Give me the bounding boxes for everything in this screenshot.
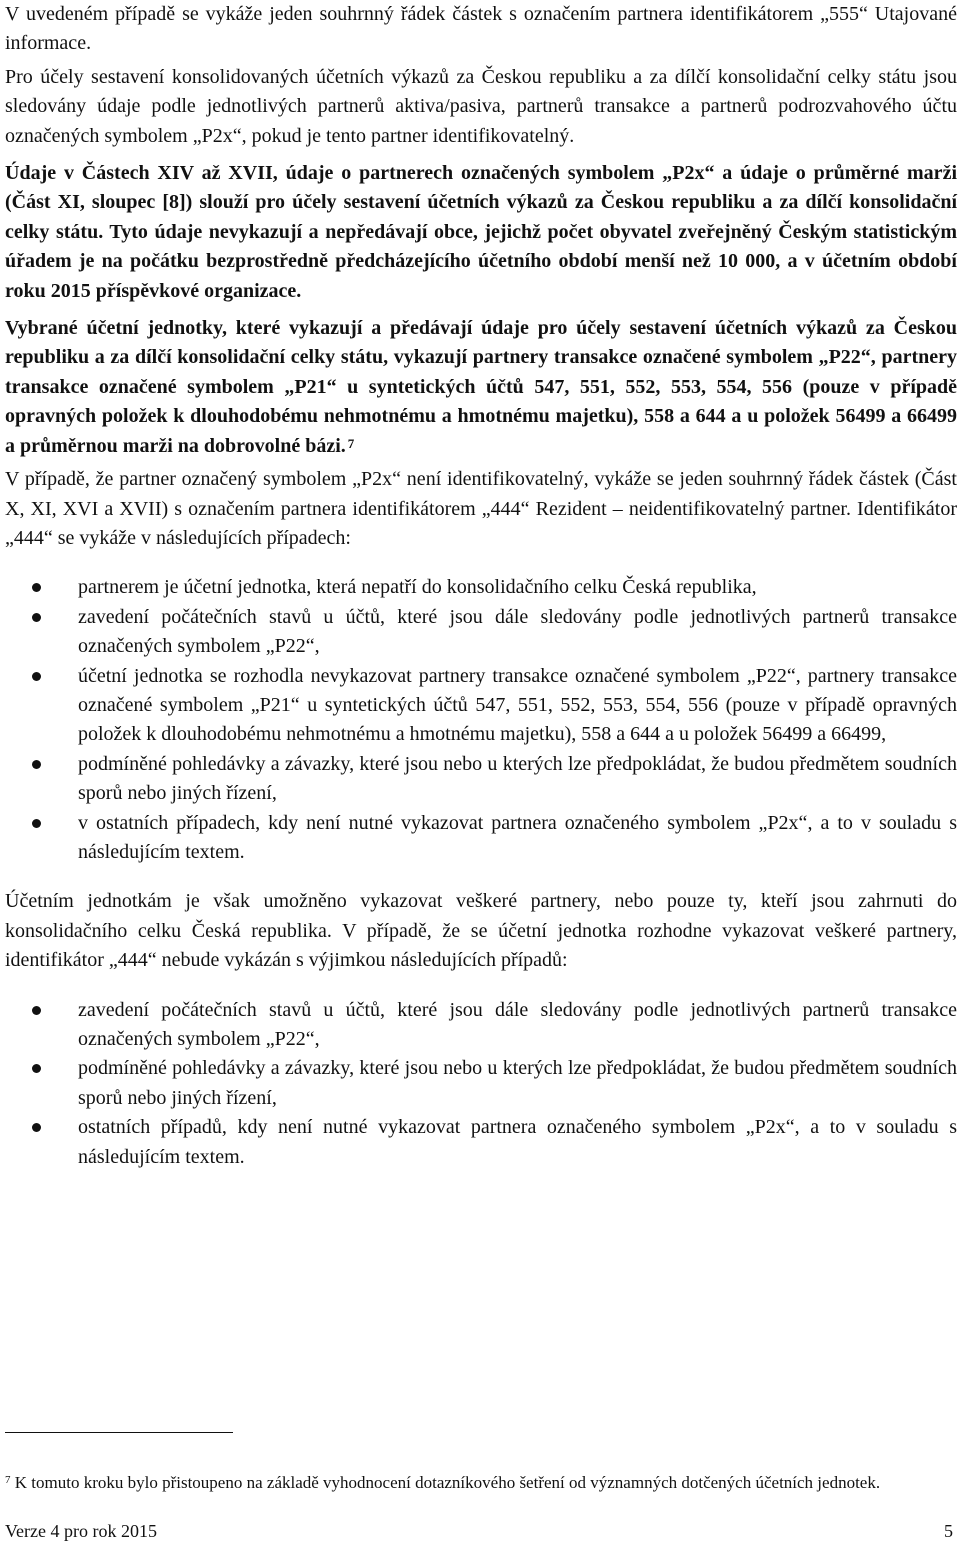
list-item: účetní jednotka se rozhodla nevykazovat partnery transakce označené symbolem „P22“, partnery transakce označené symbolem „P21“ u syntetických účtů 547, 551, 552, 553, 554, 556 (pouze v případě opravných položek k dlouhodobému nehmotnému a hmotnému majetku), 558 a 644 a u položek 56499 a 66499, [5, 662, 957, 750]
bullet-icon [32, 672, 41, 681]
list-item: ostatních případů, kdy není nutné vykazovat partnera označeného symbolem „P2x“, a to v souladu s následujícím textem. [5, 1113, 957, 1172]
footnote [5, 1471, 945, 1494]
paragraph-utajovane: V uvedeném případě se vykáže jeden souhrnný řádek částek s označením partnera identifikátorem „555“ Utajované informace. [5, 3, 957, 55]
document-page [5, 0, 957, 1172]
footnote-divider [5, 1432, 233, 1433]
bullet-icon [32, 583, 41, 592]
paragraph-casti-xiv-xvii: Údaje v Částech XIV až XVII, údaje o partnerech označených symbolem „P2x“ a údaje o průměrné marži (Část XI, sloupec [8]) slouží pro účely sestavení účetních výkazů za Českou republiku a za dílčí konsolidační celky státu. Tyto údaje nevykazují a nepředávají obce, jejichž počet obyvatel zveřejněný Českým statistickým úřadem je na počátku bezprostředně předcházejícího účetního období menší než 10 000, a v účetním období roku 2015 příspěvkové organizace. [5, 162, 957, 302]
footer-version: Verze 4 pro rok 2015 [5, 1521, 157, 1541]
bullet-icon [32, 1123, 41, 1132]
paragraph-vybrane-jednotky [5, 314, 957, 461]
bullet-icon [32, 819, 41, 828]
list-item: v ostatních případech, kdy není nutné vykazovat partnera označeného symbolem „P2x“, a to v souladu s následujícím textem. [5, 809, 957, 868]
page-number: 5 [944, 1521, 953, 1541]
footnote-text: K tomuto kroku bylo přistoupeno na základě vyhodnocení dotazníkového šetření od významných dotčených účetních jednotek. [14, 1473, 881, 1492]
list-item: podmíněné pohledávky a závazky, které jsou nebo u kterých lze předpokládat, že budou předmětem soudních sporů nebo jiných řízení, [5, 750, 957, 809]
bullet-icon [32, 613, 41, 622]
paragraph-vsichni-partneri: Účetním jednotkám je však umožněno vykazovat veškeré partnery, nebo pouze ty, kteří jsou zahrnuti do konsolidačního celku Česká republika. V případě, že se účetní jednotka rozhodne vykazovat veškeré partnery, identifikátor „444“ nebude vykázán s výjimkou následujících případů: [5, 890, 957, 972]
list-444-cases [5, 573, 957, 867]
bullet-icon [32, 1006, 41, 1015]
bullet-icon [32, 760, 41, 769]
paragraph-konsolidace-p2x: Pro účely sestavení konsolidovaných účetních výkazů za Českou republiku a za dílčí konsolidační celky státu jsou sledovány údaje podle jednotlivých partnerů aktiva/pasiva, partnerů transakce a partnerů podrozvahového účtu označených symbolem „P2x“, pokud je tento partner identifikovatelný. [5, 65, 957, 147]
footnote-number: 7 [5, 1474, 11, 1486]
list-item: zavedení počátečních stavů u účtů, které jsou dále sledovány podle jednotlivých partnerů transakce označených symbolem „P22“, [5, 603, 957, 662]
footnote-reference: 7 [347, 435, 355, 451]
list-item: partnerem je účetní jednotka, která nepatří do konsolidačního celku Česká republika, [5, 573, 957, 602]
paragraph-vybrane-jednotky-text: Vybrané účetní jednotky, které vykazují a předávají údaje pro účely sestavení účetních výkazů za Českou republiku a za dílčí konsolidační celky státu, vykazují partnery transakce označené symbolem „P22“, partnery transakce označené symbolem „P21“ u syntetických účtů 547, 551, 552, 553, 554, 556 (pouze v případě opravných položek k dlouhodobému nehmotnému a hmotnému majetku), 558 a 644 a u položek 56499 a 66499 a průměrnou marži na dobrovolné bázi. [5, 317, 957, 457]
bullet-icon [32, 1064, 41, 1073]
page-footer [5, 1520, 953, 1542]
list-item: zavedení počátečních stavů u účtů, které jsou dále sledovány podle jednotlivých partnerů transakce označených symbolem „P22“, [5, 996, 957, 1055]
paragraph-identifikator-444: V případě, že partner označený symbolem „P2x“ není identifikovatelný, vykáže se jeden souhrnný řádek částek (Část X, XI, XVI a XVII) s označením partnera identifikátorem „444“ Rezident – neidentifikovatelný partner. Identifikátor „444“ se vykáže v následujících případech: [5, 468, 957, 549]
list-exception-cases [5, 996, 957, 1172]
list-item: podmíněné pohledávky a závazky, které jsou nebo u kterých lze předpokládat, že budou předmětem soudních sporů nebo jiných řízení, [5, 1054, 957, 1113]
